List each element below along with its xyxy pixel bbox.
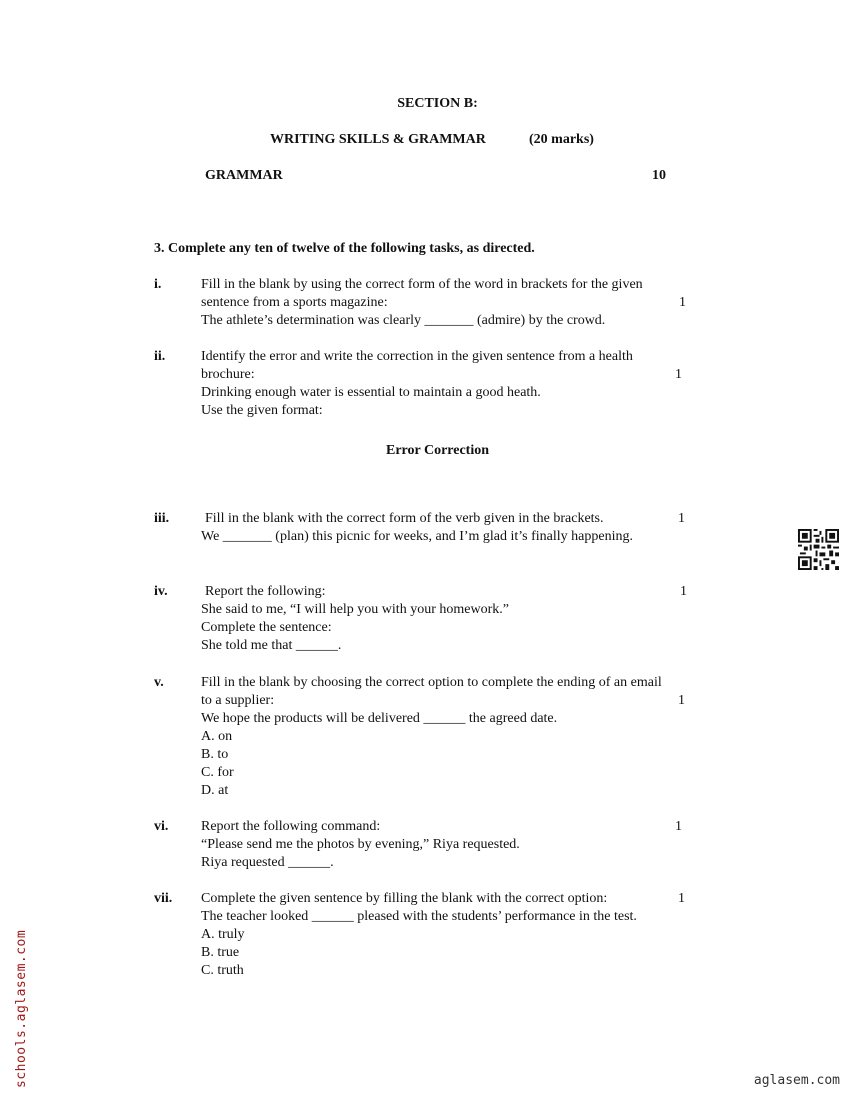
question-line: Fill in the blank with the correct form of the verb given in the brackets.	[205, 511, 604, 526]
question-number: iv.	[154, 584, 168, 599]
question-mark: 1	[680, 584, 687, 599]
error-correction-heading: Error Correction	[385, 443, 490, 458]
option-d: D. at	[201, 783, 229, 798]
option-b: B. true	[201, 945, 240, 960]
question-line: She told me that ______.	[201, 638, 342, 653]
question-line: Complete the sentence:	[201, 620, 332, 635]
option-c: C. for	[201, 765, 234, 780]
question-line: Identify the error and write the correction in the given sentence from a health	[201, 349, 633, 364]
question-line: Fill in the blank by choosing the correct option to complete the ending of an email	[201, 675, 662, 690]
grammar-marks: 10	[652, 168, 666, 183]
option-a: A. on	[201, 729, 233, 744]
section-title: SECTION B:	[397, 96, 478, 111]
question-line: Fill in the blank by using the correct form of the word in brackets for the given	[201, 277, 643, 292]
question-line: Report the following:	[205, 584, 326, 599]
question-line: Riya requested ______.	[201, 855, 334, 870]
question-mark: 1	[679, 295, 686, 310]
option-b: B. to	[201, 747, 229, 762]
footer-watermark: aglasem.com	[753, 1073, 840, 1088]
section-subtitle: WRITING SKILLS & GRAMMAR	[270, 132, 486, 147]
qr-code-icon	[798, 529, 839, 570]
question-line: We hope the products will be delivered ______ the agreed date.	[201, 711, 558, 726]
question-line: to a supplier:	[201, 693, 275, 708]
question-instruction: 3. Complete any ten of twelve of the following tasks, as directed.	[154, 241, 535, 256]
question-mark: 1	[675, 367, 682, 382]
question-line: Use the given format:	[201, 403, 323, 418]
question-line: Drinking enough water is essential to maintain a good heath.	[201, 385, 541, 400]
question-mark: 1	[678, 511, 685, 526]
question-line: Complete the given sentence by filling the blank with the correct option:	[201, 891, 608, 906]
question-line: “Please send me the photos by evening,” Riya requested.	[201, 837, 520, 852]
question-mark: 1	[675, 819, 682, 834]
question-line: The athlete’s determination was clearly _______ (admire) by the crowd.	[201, 313, 606, 328]
question-line: Report the following command:	[201, 819, 381, 834]
option-c: C. truth	[201, 963, 244, 978]
question-line: sentence from a sports magazine:	[201, 295, 388, 310]
question-line: The teacher looked ______ pleased with the students’ performance in the test.	[201, 909, 637, 924]
question-number: vi.	[154, 819, 169, 834]
question-number: iii.	[154, 511, 170, 526]
question-number: v.	[154, 675, 164, 690]
question-number: i.	[154, 277, 162, 292]
grammar-heading: GRAMMAR	[205, 168, 283, 183]
side-watermark: schools.aglasem.com	[14, 929, 29, 1088]
question-line: We _______ (plan) this picnic for weeks, and I’m glad it’s finally happening.	[201, 529, 633, 544]
question-number: vii.	[154, 891, 173, 906]
question-line: She said to me, “I will help you with your homework.”	[201, 602, 509, 617]
question-line: brochure:	[201, 367, 255, 382]
option-a: A. truly	[201, 927, 245, 942]
question-mark: 1	[678, 891, 685, 906]
question-number: ii.	[154, 349, 166, 364]
question-mark: 1	[678, 693, 685, 708]
section-subtitle-marks: (20 marks)	[529, 132, 594, 147]
